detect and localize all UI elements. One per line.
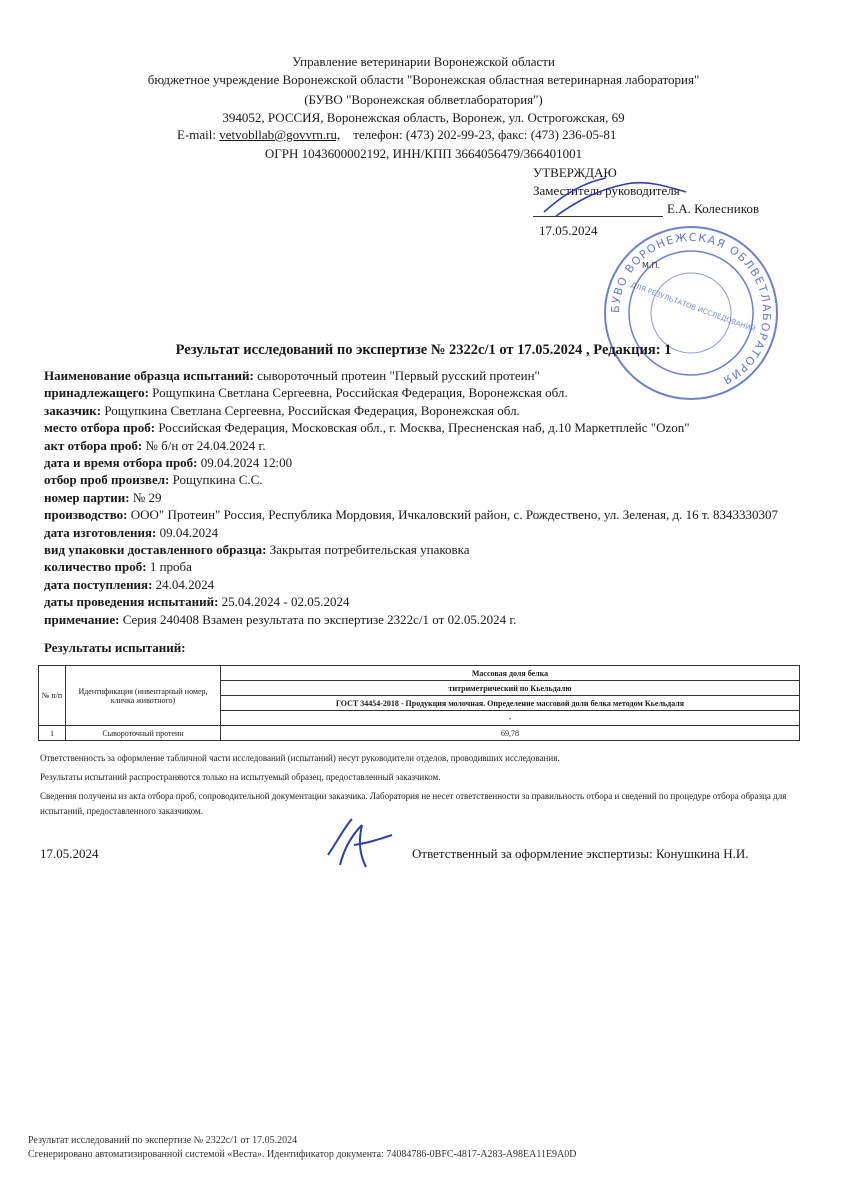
field-row: [44, 489, 804, 506]
field-value: Рощупкина Светлана Сергеевна, Российская Федерация, Воронежская обл.: [104, 402, 520, 418]
field-value: Серия 240408 Взамен результата по экспертизе 2322с/1 от 02.05.2024 г.: [122, 611, 517, 627]
field-row: [44, 419, 804, 436]
approval-title: УТВЕРЖДАЮ: [533, 165, 617, 180]
approval-signature: [536, 172, 696, 222]
field-row: [44, 454, 804, 471]
col-num-header: № п/п: [39, 666, 66, 726]
page-footer: [28, 1134, 577, 1162]
field-value: 09.04.2024 12:00: [200, 455, 293, 471]
stamp-inner-text: ДЛЯ РЕЗУЛЬТАТОВ ИССЛЕДОВАНИЙ: [629, 281, 757, 334]
table-row: [39, 726, 800, 741]
header-address: 394052, РОССИЯ, Воронежская область, Воронеж, ул. Острогожская, 69: [222, 110, 625, 125]
signature-date: 17.05.2024: [40, 846, 99, 861]
field-value: № б/н от 24.04.2024 г.: [145, 437, 266, 453]
responsible-person: Ответственный за оформление экспертизы: Конушкина Н.И.: [412, 846, 749, 861]
field-row: [44, 593, 804, 610]
field-value: 09.04.2024: [159, 524, 219, 540]
field-value: Закрытая потребительская упаковка: [269, 542, 470, 558]
sample-fields: [44, 367, 804, 628]
field-value: Рощупкина Светлана Сергеевна, Российская Федерация, Воронежская обл.: [152, 385, 568, 401]
field-label: вид упаковки доставленного образца:: [44, 542, 267, 558]
field-label: заказчик:: [44, 402, 102, 418]
page-title: Результат исследований по экспертизе № 2322с/1 от 17.05.2024 , Редакция: 1: [175, 342, 672, 358]
field-row: [44, 437, 804, 454]
note-1: Ответственность за оформление табличной части исследований (испытаний) несут руководители отделов, проводивших исследования.: [40, 753, 560, 763]
row-ident: Сывороточный протеин: [66, 726, 221, 741]
note-3: Сведения получены из акта отбора проб, сопроводительной документации заказчика. Лаборатория не несет ответственности за правильность отбора и сведений по процедуре отбора образца для испытаний, предоставленного заказчиком.: [40, 791, 787, 816]
header-short-name: (БУВО "Воронежская облветлаборатория"): [304, 92, 543, 107]
field-row: [44, 541, 804, 558]
field-label: количество проб:: [44, 559, 147, 575]
field-label: даты проведения испытаний:: [44, 594, 219, 610]
phone-fax: телефон: (473) 202-99-23, факс: (473) 236-05-81: [353, 127, 617, 142]
note-2: Результаты испытаний распространяются только на испытуемый образец, предоставленный заказчиком.: [40, 772, 441, 782]
field-row: [44, 367, 804, 384]
field-label: производство:: [44, 507, 128, 523]
field-value: 24.04.2024: [155, 576, 215, 592]
field-value: № 29: [132, 489, 162, 505]
footer-generated: Сгенерировано автоматизированной системой «Веста». Идентификатор документа: 74084786-0BFC-4817-A283-A98EA11E9A0D: [28, 1149, 577, 1160]
field-label: дата изготовления:: [44, 524, 157, 540]
approval-date: 17.05.2024: [539, 223, 598, 238]
field-label: место отбора проб:: [44, 420, 156, 436]
field-row: [44, 506, 804, 523]
field-row: [44, 384, 804, 401]
field-value: сывороточный протеин "Первый русский протеин": [257, 368, 540, 383]
field-label: Наименование образца испытаний:: [44, 368, 254, 383]
col-ident-header: Идентификация (инвентарный номер, кличка животного): [66, 666, 221, 726]
results-label: Результаты испытаний:: [44, 640, 186, 655]
field-label: номер партии:: [44, 489, 130, 505]
header-contacts: [177, 127, 616, 143]
field-value: Рощупкина С.С.: [172, 472, 263, 488]
standard-header: ГОСТ 34454-2018 - Продукция молочная. Определение массовой доли белка методом Кьельдаля: [221, 696, 800, 711]
field-label: дата и время отбора проб:: [44, 455, 198, 471]
field-row: [44, 402, 804, 419]
footer-reference: Результат исследований по экспертизе № 2322с/1 от 17.05.2024: [28, 1135, 298, 1146]
notes-block: [40, 751, 820, 823]
approval-position: Заместитель руководителя: [533, 183, 680, 198]
method-header: титриметрический по Кьельдалю: [221, 681, 800, 696]
email-link[interactable]: vetvobllab@govvrn.ru,: [219, 127, 341, 142]
stamp-ring-text: БУВО ВОРОНЕЖСКАЯ ОБЛВЕТЛАБОРАТОРИЯ: [608, 230, 774, 388]
field-label: акт отбора проб:: [44, 437, 143, 453]
header-registration: ОГРН 1043600002192, ИНН/КПП 3664056479/366401001: [264, 146, 583, 161]
stamp-mp: М.П.: [642, 261, 661, 270]
field-label: отбор проб произвел:: [44, 472, 170, 488]
field-row: [44, 524, 804, 541]
indicator-header: Массовая доля белка: [221, 666, 800, 681]
field-row: [44, 471, 804, 488]
header-ministry: Управление ветеринарии Воронежской области: [292, 54, 555, 69]
field-value: 25.04.2024 - 02.05.2024: [221, 594, 350, 610]
field-value: Российская Федерация, Московская обл., г. Москва, Пресненская наб, д.10 Маркетплейс "Ozon": [158, 420, 690, 436]
field-row: [44, 558, 804, 575]
field-label: принадлежащего:: [44, 385, 149, 401]
field-row: [44, 611, 804, 628]
unit-header: -: [221, 711, 800, 726]
header-institution: бюджетное учреждение Воронежской области "Воронежская областная ветеринарная лаборатория": [147, 72, 700, 87]
field-value: ООО" Протеин" Россия, Республика Мордовия, Ичкаловский район, с. Рождествено, ул. Зеленая, д. 16 т. 8343330307: [130, 507, 779, 523]
responsible-signature: [318, 815, 398, 875]
field-value: 1 проба: [149, 559, 192, 575]
results-table: [38, 665, 800, 741]
field-label: дата поступления:: [44, 576, 153, 592]
email-label: E-mail:: [177, 127, 216, 142]
field-label: примечание:: [44, 611, 120, 627]
row-value: 69,78: [221, 726, 800, 741]
field-row: [44, 576, 804, 593]
row-num: 1: [39, 726, 66, 741]
approval-name: Е.А. Колесников: [667, 201, 759, 216]
